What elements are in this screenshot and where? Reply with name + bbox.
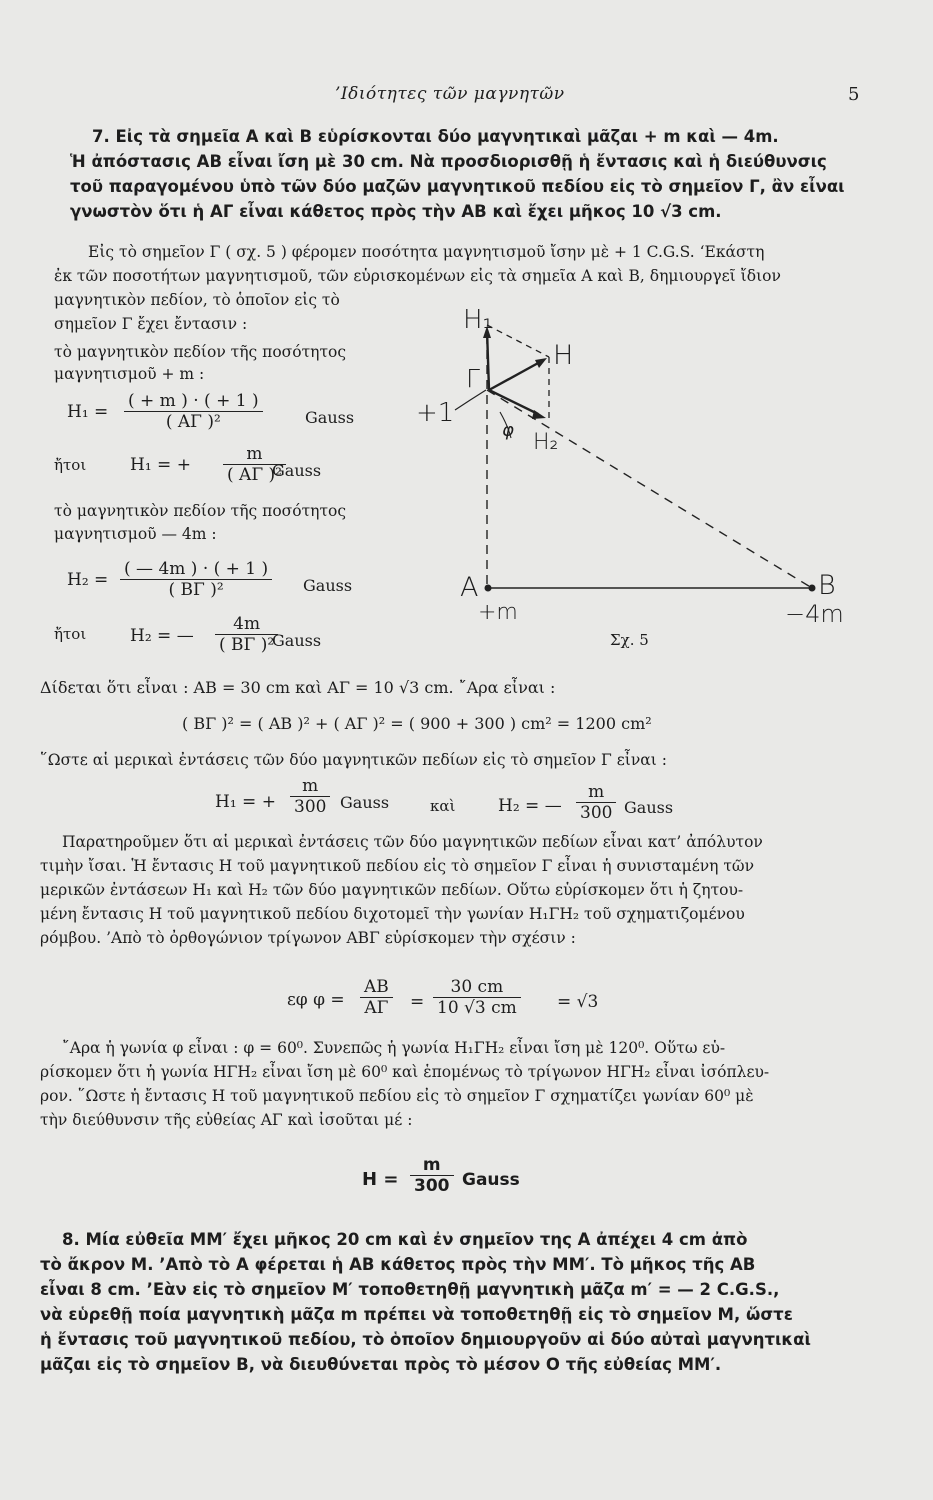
vector-H2: [489, 390, 538, 414]
eq4-numerator-1: ΑΒ: [364, 977, 389, 997]
problem7-line-2: Ἡ ἀπόστασις ΑΒ εἶναι ἴση μὲ 30 cm. Νὰ προσδιορισθῇ ἡ ἔντασις καὶ ἡ διεύθυνσις: [70, 152, 827, 171]
eq4-equals: =: [410, 992, 425, 1012]
observe-line-5: ρόμβου. ’Απὸ τὸ ὀρθογώνιον τρίγωνον ΑΒΓ εὑρίσκομεν τὴν σχέσιν :: [40, 929, 576, 947]
given-line: Δίδεται ὅτι εἶναι : ΑΒ = 30 cm καὶ ΑΓ = 10 √3 cm. ῎Αρα εἶναι :: [40, 678, 556, 697]
problem8-line-4: νὰ εὑρεθῇ ποία μαγνητικὴ μᾶζα m πρέπει νὰ τοποθετηθῇ εἰς τὸ σημεῖον Μ, ὥστε: [40, 1305, 793, 1324]
label-H2: H₂: [533, 430, 559, 455]
eq3-h2-lhs: H₂ = —: [498, 796, 562, 816]
observe-line-2: τιμὴν ἴσαι. Ἡ ἔντασις Η τοῦ μαγνητικοῦ πεδίου εἰς τὸ σημεῖον Γ εἶναι ἡ συνισταμένη τῶν: [40, 857, 754, 875]
final-eq-numerator: m: [422, 1155, 441, 1175]
label-Gamma: Γ: [466, 364, 480, 393]
eq3-h1-numerator: m: [302, 776, 319, 796]
eq3-h1-unit: Gauss: [340, 793, 390, 812]
observe-line-3: μερικῶν ἐντάσεων H₁ καὶ H₂ τῶν δύο μαγνητικῶν πεδίων. Οὕτω εὑρίσκομεν ὅτι ἡ ζητου-: [40, 881, 744, 899]
eq3-h1-denominator: 300: [290, 796, 330, 817]
problem8-line-1: 8. Μία εὐθεῖα ΜΜ′ ἔχει μῆκος 20 cm καὶ ἐν σημεῖον της Α ἀπέχει 4 cm ἀπὸ: [62, 1230, 748, 1249]
eq4-fraction-1: [360, 977, 393, 1018]
problem7-line-1: 7. Εἰς τὰ σημεῖα Α καὶ Β εὑρίσκονται δύο μαγνητικαὶ μᾶζαι + m καὶ — 4m.: [92, 127, 779, 146]
running-header: ’Ιδιότητες τῶν μαγνητῶν: [335, 84, 565, 104]
eq2-unit: Gauss: [303, 576, 353, 595]
eq4-lhs: εφ φ =: [287, 990, 345, 1010]
eq2-denominator: ( ΒΓ )²: [120, 579, 272, 600]
label-B: B: [818, 570, 836, 601]
eq3-h2-denominator: 300: [576, 802, 616, 823]
eq3-h1-fraction: [290, 776, 330, 817]
eq2b-unit: Gauss: [272, 631, 322, 650]
eq1b-denominator: ( ΑΓ )²: [223, 464, 286, 485]
label-plus1: +1: [416, 398, 455, 428]
label-minus-4m: −4m: [785, 600, 844, 628]
angle-line-2: ρίσκομεν ὅτι ἡ γωνία ΗΓH₂ εἶναι ἴση μὲ 60⁰ καὶ ἑπομένως τὸ τρίγωνον ΗΓH₂ εἶναι ἰσόπλευ-: [40, 1063, 770, 1081]
eq3-h1-lhs: H₁ = +: [215, 792, 276, 812]
intro-line-3: μαγνητικὸν πεδίον, τὸ ὁποῖον εἰς τὸ: [54, 291, 340, 309]
eq3-kai: καὶ: [430, 797, 456, 815]
line-GB: [487, 390, 812, 588]
eq1b-lhs: H₁ = +: [130, 455, 191, 475]
eq4-fraction-2: [433, 977, 521, 1018]
eq2b-numerator: 4m: [233, 614, 261, 634]
label-H1: H₁: [463, 305, 493, 335]
angle-line-4: τὴν διεύθυνσιν τῆς εὐθείας ΑΓ καὶ ἰσοῦται μέ :: [40, 1111, 413, 1129]
vector-H: [489, 362, 540, 390]
problem7-line-3: τοῦ παραγομένου ὑπὸ τῶν δύο μαζῶν μαγνητικοῦ πεδίου εἰς τὸ σημεῖον Γ, ἂν εἶναι: [70, 177, 845, 196]
eq2b-lhs: H₂ = —: [130, 626, 194, 646]
problem8-line-5: ἡ ἔντασις τοῦ μαγνητικοῦ πεδίου, τὸ ὁποῖον δημιουργοῦν αἱ δύο αὐταὶ μαγνητικαὶ: [40, 1330, 811, 1349]
eq1-unit: Gauss: [305, 408, 355, 427]
angle-line-3: ρον. ῞Ωστε ἡ ἔντασις Η τοῦ μαγνητικοῦ πεδίου εἰς τὸ σημεῖον Γ σχηματίζει γωνίαν 60⁰ μὲ: [40, 1087, 754, 1105]
eq1b-unit: Gauss: [272, 461, 322, 480]
bg-squared-line: ( ΒΓ )² = ( ΑΒ )² + ( ΑΓ )² = ( 900 + 300 ) cm² = 1200 cm²: [182, 714, 652, 733]
point-A: [485, 585, 492, 592]
eq1b-prefix: ἤτοι: [54, 456, 87, 474]
page-number: 5: [848, 84, 860, 105]
field2-line-2: μαγνητισμοῦ — 4m :: [54, 525, 217, 543]
problem7-line-4: γνωστὸν ὅτι ἡ ΑΓ εἶναι κάθετος πρὸς τὴν ΑΒ καὶ ἔχει μῆκος 10 √3 cm.: [70, 202, 722, 221]
label-phi: φ: [502, 420, 514, 441]
eq4-numerator-2: 30 cm: [450, 977, 504, 997]
angle-line-1: ῎Αρα ἡ γωνία φ εἶναι : φ = 60⁰. Συνεπῶς ἡ γωνία H₁ΓH₂ εἶναι ἴση μὲ 120⁰. Οὕτω εὑ-: [62, 1039, 726, 1057]
eq4-denominator-2: 10 √3 cm: [433, 997, 521, 1018]
label-plus-m: +m: [478, 600, 518, 625]
final-eq-unit: Gauss: [462, 1170, 520, 1190]
observe-line-4: μένη ἔντασις Η τοῦ μαγνητικοῦ πεδίου διχοτομεῖ τὴν γωνίαν H₁ΓH₂ τοῦ σχηματιζομένου: [40, 905, 745, 923]
intro-line-2: ἐκ τῶν ποσοτήτων μαγνητισμοῦ, τῶν εὑρισκομένων εἰς τὰ σημεῖα Α καὶ Β, δημιουργεῖ ἴδιον: [54, 267, 781, 285]
vector-H-arrowhead: [535, 358, 547, 368]
final-eq-lhs: H =: [362, 1169, 399, 1190]
rhombus-side-H1-H: [487, 325, 549, 357]
figure-caption: Σχ. 5: [610, 631, 649, 649]
problem8-line-2: τὸ ἄκρον Μ. ’Απὸ τὸ Α φέρεται ἡ ΑΒ κάθετος πρὸς τὴν ΜΜ′. Τὸ μῆκος τῆς ΑΒ: [40, 1255, 756, 1274]
eq1-lhs: H₁ =: [67, 402, 109, 422]
intro-line-1: Εἰς τὸ σημεῖον Γ ( σχ. 5 ) φέρομεν ποσότητα μαγνητισμοῦ ἴσην μὲ + 1 C.G.S. ‘Εκάστη: [88, 243, 765, 261]
eq4-denominator-1: ΑΓ: [360, 997, 393, 1018]
field2-line-1: τὸ μαγνητικὸν πεδίον τῆς ποσότητος: [54, 502, 347, 520]
eq1b-numerator: m: [246, 444, 263, 464]
label-A: A: [460, 572, 479, 603]
eq1-denominator: ( ΑΓ )²: [124, 411, 263, 432]
observe-line-1: Παρατηροῦμεν ὅτι αἱ μερικαὶ ἐντάσεις τῶν δύο μαγνητικῶν πεδίων εἶναι κατ’ ἀπόλυτον: [62, 833, 763, 851]
problem8-line-3: εἶναι 8 cm. ’Εὰν εἰς τὸ σημεῖον Μ′ τοποθετηθῇ μαγνητικὴ μᾶζα m′ = — 2 C.G.S.,: [40, 1280, 780, 1299]
final-eq-denominator: 300: [410, 1175, 454, 1196]
field1-line-1: τὸ μαγνητικὸν πεδίον τῆς ποσότητος: [54, 343, 347, 361]
plus1-leader: [455, 390, 486, 410]
vector-H2-arrowhead: [532, 410, 546, 419]
final-eq-fraction: [410, 1155, 454, 1196]
eq2b-denominator: ( ΒΓ )²: [215, 634, 278, 655]
eq2b-prefix: ἤτοι: [54, 625, 87, 643]
field1-line-2: μαγνητισμοῦ + m :: [54, 365, 205, 383]
eq2-lhs: H₂ =: [67, 570, 109, 590]
partial-intensities-line: ῞Ωστε αἱ μερικαὶ ἐντάσεις τῶν δύο μαγνητικῶν πεδίων εἰς τὸ σημεῖον Γ εἶναι :: [40, 751, 667, 769]
problem8-line-6: μᾶζαι εἰς τὸ σημεῖον Β, νὰ διευθύνεται πρὸς τὸ μέσον Ο τῆς εὐθείας ΜΜ′.: [40, 1355, 722, 1374]
point-B: [809, 585, 816, 592]
intro-line-4: σημεῖον Γ ἔχει ἔντασιν :: [54, 315, 248, 333]
eq3-h2-numerator: m: [588, 782, 605, 802]
eq1-numerator: ( + m ) · ( + 1 ): [128, 391, 259, 411]
eq4-rhs: = √3: [557, 992, 599, 1012]
eq3-h2-unit: Gauss: [624, 798, 674, 817]
eq3-h2-fraction: [576, 782, 616, 823]
eq2-numerator: ( — 4m ) · ( + 1 ): [124, 559, 269, 579]
label-H: H: [553, 340, 574, 371]
